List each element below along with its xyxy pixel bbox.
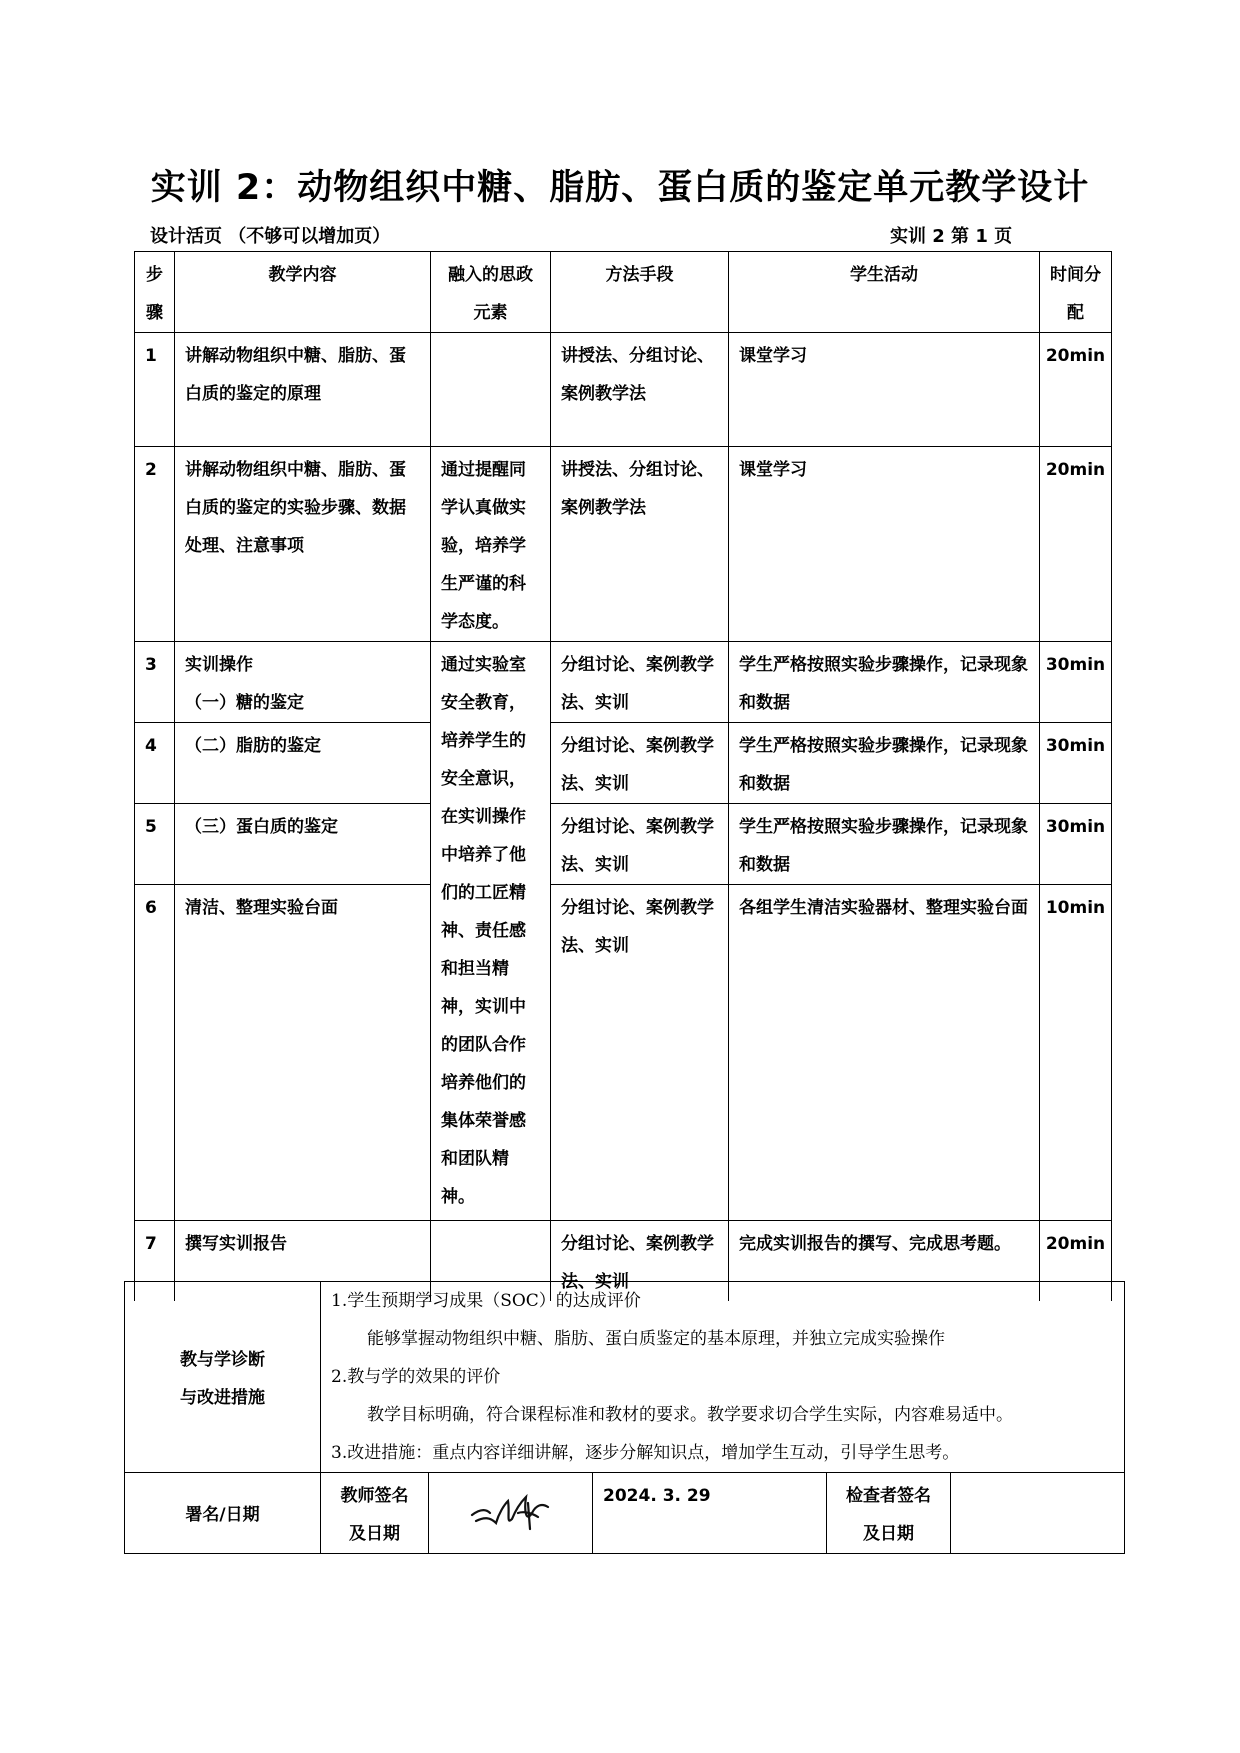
row4-content: （二）脂肪的鉴定 [175, 723, 431, 804]
row3-content-line2: （一）糖的鉴定 [185, 693, 304, 713]
checker-sign-label-line2: 及日期 [863, 1524, 914, 1544]
checker-sign-label [827, 1473, 951, 1554]
row2-method: 讲授法、分组讨论、案例教学法 [551, 447, 729, 642]
row2-time: 20min [1040, 447, 1112, 642]
row4-activity: 学生严格按照实验步骤操作，记录现象和数据 [729, 723, 1040, 804]
evaluation-item1-title: 1.学生预期学习成果（SOC）的达成评价 [331, 1291, 641, 1311]
row1-time: 20min [1040, 333, 1112, 447]
row5-content: （三）蛋白质的鉴定 [175, 804, 431, 885]
evaluation-content [321, 1282, 1125, 1473]
evaluation-item2-body: 教学目标明确，符合课程标准和教材的要求。教学要求切合学生实际，内容难易适中。 [367, 1405, 1013, 1425]
teacher-sign-label [321, 1473, 429, 1554]
teacher-signature [429, 1473, 593, 1554]
row7-method: 分组讨论、案例教学法、实训 [551, 1221, 729, 1302]
signature-row-label: 署名/日期 [125, 1473, 321, 1554]
row5-method: 分组讨论、案例教学法、实训 [551, 804, 729, 885]
row1-ideology [431, 333, 551, 447]
row4-time: 30min [1040, 723, 1112, 804]
row5-step: 5 [135, 804, 175, 885]
merged-ideology: 通过实验室安全教育，培养学生的安全意识，在实训操作中培养了他们的工匠精神、责任感和担当精神，实训中的团队合作培养他们的集体荣誉感和团队精神。 [431, 642, 551, 1221]
row1-step: 1 [135, 333, 175, 447]
evaluation-item1-body: 能够掌握动物组织中糖、脂肪、蛋白质鉴定的基本原理，并独立完成实验操作 [367, 1329, 945, 1349]
row1-activity: 课堂学习 [729, 333, 1040, 447]
table-row [135, 885, 1112, 1221]
evaluation-item2-title: 2.教与学的效果的评价 [331, 1367, 501, 1387]
row3-activity: 学生严格按照实验步骤操作，记录现象和数据 [729, 642, 1040, 723]
header-method: 方法手段 [551, 252, 729, 333]
row2-ideology: 通过提醒同学认真做实验，培养学生严谨的科学态度。 [431, 447, 551, 642]
row4-step: 4 [135, 723, 175, 804]
row2-step: 2 [135, 447, 175, 642]
row7-time: 20min [1040, 1221, 1112, 1302]
checker-sign-label-line1: 检查者签名 [846, 1486, 931, 1506]
row3-content [175, 642, 431, 723]
header-ideology: 融入的思政元素 [431, 252, 551, 333]
header-step: 步骤 [135, 252, 175, 333]
checker-signature [951, 1473, 1125, 1554]
row3-time: 30min [1040, 642, 1112, 723]
row6-content: 清洁、整理实验台面 [175, 885, 431, 1221]
row7-content: 撰写实训报告 [175, 1221, 431, 1302]
evaluation-label-line2: 与改进措施 [180, 1388, 265, 1408]
row5-activity: 学生严格按照实验步骤操作，记录现象和数据 [729, 804, 1040, 885]
evaluation-row [125, 1282, 1125, 1473]
teacher-sign-label-line1: 教师签名 [340, 1486, 409, 1506]
table-row [135, 333, 1112, 447]
handwritten-signature-icon [466, 1483, 556, 1539]
row2-content: 讲解动物组织中糖、脂肪、蛋白质的鉴定的实验步骤、数据处理、注意事项 [175, 447, 431, 642]
table-row [135, 804, 1112, 885]
row6-method: 分组讨论、案例教学法、实训 [551, 885, 729, 1221]
row7-step: 7 [135, 1221, 175, 1302]
evaluation-label-line1: 教与学诊断 [180, 1350, 265, 1370]
table-row [135, 447, 1112, 642]
header-content: 教学内容 [175, 252, 431, 333]
row2-activity: 课堂学习 [729, 447, 1040, 642]
table-header-row [135, 252, 1112, 333]
evaluation-item3: 3.改进措施：重点内容详细讲解，逐步分解知识点，增加学生互动，引导学生思考。 [331, 1443, 960, 1463]
row1-content: 讲解动物组织中糖、脂肪、蛋白质的鉴定的原理 [175, 333, 431, 447]
row3-step: 3 [135, 642, 175, 723]
row4-method: 分组讨论、案例教学法、实训 [551, 723, 729, 804]
sign-date: 2024. 3. 29 [593, 1473, 827, 1554]
row1-method: 讲授法、分组讨论、案例教学法 [551, 333, 729, 447]
signature-row [125, 1473, 1125, 1554]
header-time: 时间分配 [1040, 252, 1112, 333]
page-title: 实训 2：动物组织中糖、脂肪、蛋白质的鉴定单元教学设计 [150, 168, 1090, 208]
table-row [135, 642, 1112, 723]
row5-time: 30min [1040, 804, 1112, 885]
subheader-left: 设计活页 （不够可以增加页） [150, 226, 391, 247]
teacher-sign-label-line2: 及日期 [349, 1524, 400, 1544]
table-row [135, 723, 1112, 804]
row3-method: 分组讨论、案例教学法、实训 [551, 642, 729, 723]
lesson-plan-table [134, 251, 1112, 1301]
row6-step: 6 [135, 885, 175, 1221]
evaluation-table [124, 1281, 1125, 1554]
header-activity: 学生活动 [729, 252, 1040, 333]
evaluation-label [125, 1282, 321, 1473]
row6-activity: 各组学生清洁实验器材、整理实验台面 [729, 885, 1040, 1221]
row3-content-line1: 实训操作 [185, 655, 253, 675]
row6-time: 10min [1040, 885, 1112, 1221]
row7-activity: 完成实训报告的撰写、完成思考题。 [729, 1221, 1040, 1302]
subheader-right: 实训 2 第 1 页 [890, 226, 1013, 247]
